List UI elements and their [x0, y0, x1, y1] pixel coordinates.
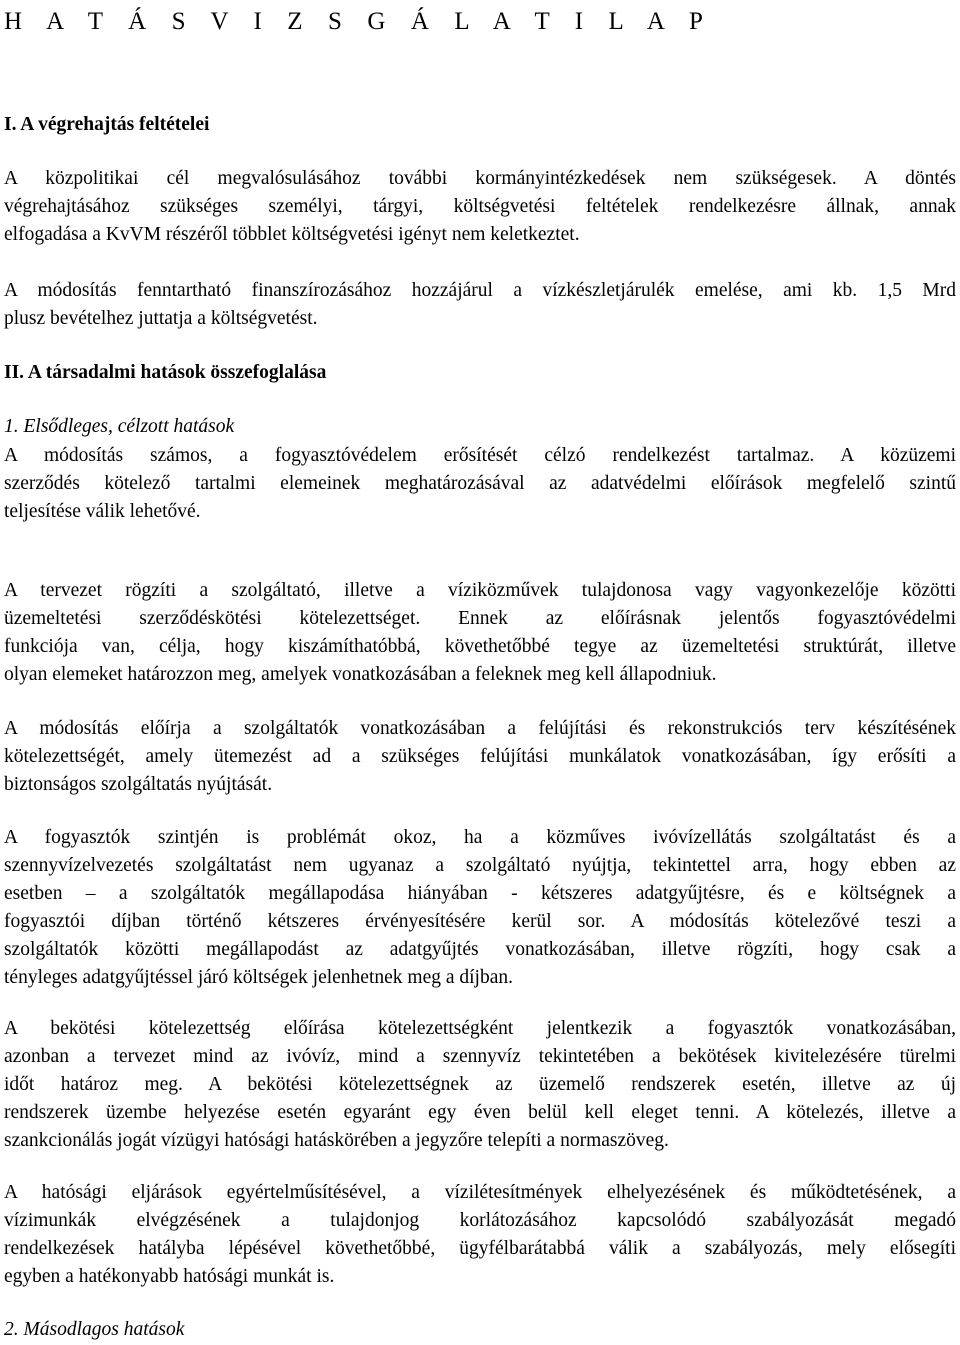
paragraph-consumer-protection	[4, 442, 956, 526]
paragraph-line: A módosítás előírja a szolgáltatók vonatkozásában a felújítási és rekonstrukciós terv készítésének	[4, 718, 956, 739]
paragraph-operation-contract	[4, 577, 956, 689]
paragraph-line: olyan elemeket határozzon meg, amelyek vonatkozásában a feleknek meg kell állapodniuk.	[4, 664, 717, 685]
paragraph-line: elfogadása a KvVM részéről többlet költségvetési igényt nem keletkeztet.	[4, 224, 580, 245]
paragraph-line: A módosítás fenntartható finanszírozásához hozzájárul a vízkészletjárulék emelése, ami kb. 1,5 Mrd	[4, 280, 956, 301]
paragraph-data-collection	[4, 824, 956, 992]
paragraph-line: szolgáltatók közötti megállapodást az adatgyűjtés vonatkozásában, illetve rögzíti, hogy csak a	[4, 939, 956, 960]
paragraph-line: teljesítése válik lehetővé.	[4, 501, 201, 522]
paragraph-line: A hatósági eljárások egyértelműsítésével, a vízilétesítmények elhelyezésének és működtetésének, a	[4, 1182, 956, 1203]
paragraph-line: végrehajtásához szükséges személyi, tárgyi, költségvetési feltételek rendelkezésre állnak, annak	[4, 196, 956, 217]
paragraph-line: A közpolitikai cél megvalósulásához további kormányintézkedések nem szükségesek. A döntés	[4, 168, 956, 189]
paragraph-line: A módosítás számos, a fogyasztóvédelem erősítését célzó rendelkezést tartalmaz. A közüzemi	[4, 445, 956, 466]
paragraph-line: A bekötési kötelezettség előírása kötelezettségként jelentkezik a fogyasztók vonatkozásában,	[4, 1018, 956, 1039]
paragraph-line: azonban a tervezet mind az ivóvíz, mind a szennyvíz tekintetében a bekötések kivitelezésére türelmi	[4, 1046, 956, 1067]
subheading-secondary-impacts: 2. Másodlagos hatások	[4, 1319, 185, 1340]
paragraph-line: kötelezettségét, amely ütemezést ad a szükséges felújítási munkálatok vonatkozásában, így erősíti a	[4, 746, 956, 767]
paragraph-line: rendszerek üzembe helyezése esetén egyaránt egy éven belül kell eleget tenni. A kötelezés, illetve a	[4, 1102, 956, 1123]
paragraph-financing	[4, 277, 956, 333]
paragraph-connection-obligation	[4, 1015, 956, 1155]
paragraph-line: egyben a hatékonyabb hatósági munkát is.	[4, 1266, 335, 1287]
paragraph-line: funkciója van, célja, hogy kiszámíthatóbbá, követhetőbbé tegye az üzemeltetési struktúrát, illetve	[4, 636, 956, 657]
paragraph-line: A tervezet rögzíti a szolgáltató, illetve a víziközművek tulajdonosa vagy vagyonkezelője közötti	[4, 580, 956, 601]
subheading-primary-impacts: 1. Elsődleges, célzott hatások	[4, 416, 235, 437]
paragraph-policy-goal	[4, 165, 956, 249]
paragraph-line: fogyasztói díjban történő kétszeres érvényesítésére kerül sor. A módosítás kötelezővé teszi a	[4, 911, 956, 932]
page-title: H A T Á S V I Z S G Á L A T I L A P	[4, 8, 709, 35]
paragraph-line: szankcionálás jogát vízügyi hatósági hatáskörében a jegyzőre telepíti a normaszöveg.	[4, 1130, 669, 1151]
paragraph-line: szennyvízelvezetés szolgáltatást nem ugyanaz a szolgáltató nyújtja, tekintettel arra, hogy ebben az	[4, 855, 956, 876]
paragraph-line: plusz bevételhez juttatja a költségvetést.	[4, 308, 318, 329]
paragraph-authority-procedures	[4, 1179, 956, 1291]
section-heading-execution-conditions: I. A végrehajtás feltételei	[4, 114, 210, 135]
paragraph-renewal-plan	[4, 715, 956, 799]
paragraph-line: időt határoz meg. A bekötési kötelezettségnek az üzemelő rendszerek esetén, illetve az új	[4, 1074, 956, 1095]
paragraph-line: vízimunkák elvégzésének a tulajdonjog korlátozásához kapcsolódó szabályozását megadó	[4, 1210, 956, 1231]
paragraph-line: biztonságos szolgáltatás nyújtását.	[4, 774, 273, 795]
paragraph-line: rendelkezések hatályba lépésével követhetőbbé, ügyfélbarátabbá válik a szabályozás, mely elősegíti	[4, 1238, 956, 1259]
section-heading-social-impacts: II. A társadalmi hatások összefoglalása	[4, 362, 327, 383]
paragraph-line: üzemeltetési szerződéskötési kötelezettséget. Ennek az előírásnak jelentős fogyasztóvédelmi	[4, 608, 956, 629]
paragraph-line: szerződés kötelező tartalmi elemeinek meghatározásával az adatvédelmi előírások megfelelő szintű	[4, 473, 956, 494]
paragraph-line: A fogyasztók szintjén is problémát okoz, ha a közműves ivóvízellátás szolgáltatást és a	[4, 827, 956, 848]
paragraph-line: tényleges adatgyűjtéssel járó költségek jelenhetnek meg a díjban.	[4, 967, 513, 988]
paragraph-line: esetben – a szolgáltatók megállapodása hiányában - kétszeres adatgyűjtésre, és e költségnek a	[4, 883, 956, 904]
